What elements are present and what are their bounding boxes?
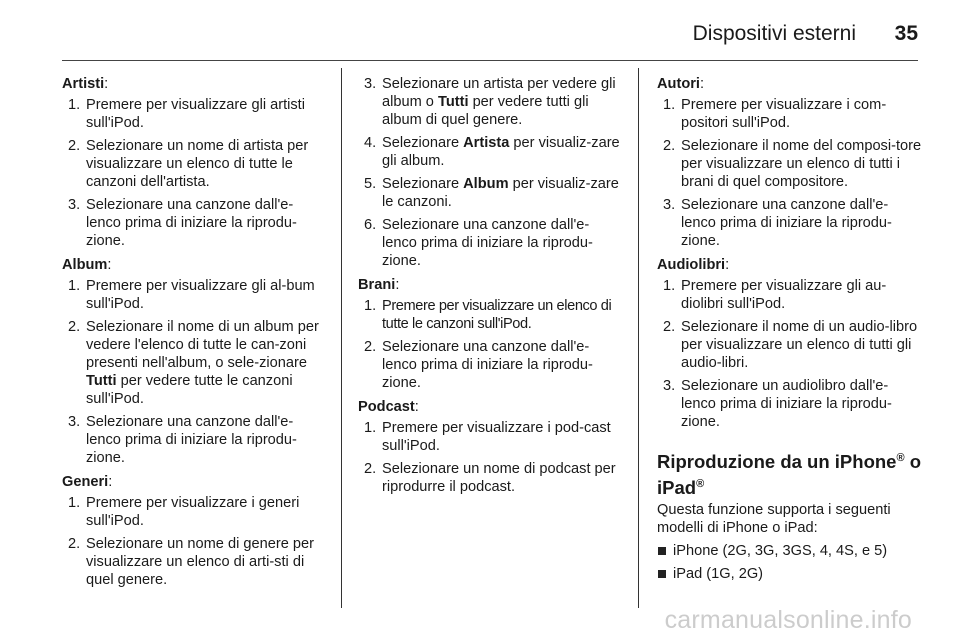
list-item: 1. Premere per visualizzare i pod-cast sull'iPod. bbox=[364, 420, 611, 454]
audiolibri-steps bbox=[657, 277, 923, 431]
generi-steps bbox=[62, 494, 324, 589]
column-3 bbox=[657, 75, 923, 588]
column-divider bbox=[341, 68, 342, 608]
artisti-steps bbox=[62, 96, 324, 250]
list-item: 2. Selezionare una canzone dall'e-lenco prima di iniziare la riprodu-zione. bbox=[364, 339, 593, 391]
list-item: 2. Selezionare il nome di un audio-libro per visualizzare un elenco di tutti gli audio-libri. bbox=[663, 319, 918, 371]
list-item: iPad (1G, 2G) bbox=[657, 565, 923, 583]
section-title-brani: Brani: bbox=[358, 277, 400, 293]
list-item: 5. Selezionare Album per visualiz-zare le canzoni. bbox=[364, 176, 619, 210]
generi-steps-continued bbox=[358, 75, 624, 270]
list-item: 3. Selezionare un audiolibro dall'e-lenco prima di iniziare la riprodu-zione. bbox=[663, 378, 892, 430]
section-title-generi: Generi: bbox=[62, 474, 113, 490]
section-title-audiolibri: Audiolibri: bbox=[657, 257, 730, 273]
header-title: Dispositivi esterni bbox=[692, 22, 856, 45]
list-item: 1. Premere per visualizzare gli al-bum sull'iPod. bbox=[68, 278, 315, 312]
watermark: carmanualsonline.info bbox=[664, 606, 912, 634]
list-item: iPhone (2G, 3G, 3GS, 4, 4S, e 5) bbox=[657, 542, 923, 560]
album-steps bbox=[62, 277, 324, 467]
section-heading-iphone: Riproduzione da un iPhone® o iPad® bbox=[657, 451, 922, 499]
brani-steps bbox=[358, 297, 624, 392]
list-item: 4. Selezionare Artista per visualiz-zare gli album. bbox=[364, 135, 620, 169]
column-divider bbox=[638, 68, 639, 608]
bullet-square-icon bbox=[658, 547, 666, 555]
model-list bbox=[657, 542, 923, 583]
list-item: 3. Selezionare una canzone dall'e-lenco prima di iniziare la riprodu-zione. bbox=[663, 197, 892, 249]
list-item: 2. Selezionare un nome di artista per visualizzare un elenco di tutte le canzoni dell'artista. bbox=[68, 138, 309, 190]
list-item: 1. Premere per visualizzare gli au-diolibri sull'iPod. bbox=[663, 278, 887, 312]
list-item: 1. Premere per visualizzare i generi sull'iPod. bbox=[68, 495, 300, 529]
section-title-podcast: Podcast: bbox=[358, 399, 419, 415]
list-item: 2. Selezionare il nome del composi-tore per visualizzare un elenco di tutti i brani di quel compositore. bbox=[663, 138, 922, 190]
intro-text: Questa funzione supporta i seguenti modelli di iPhone o iPad: bbox=[657, 502, 891, 537]
section-title-artisti: Artisti: bbox=[62, 76, 109, 92]
list-item: 3. Selezionare un artista per vedere gli album o Tutti per vedere tutti gli album di quel genere. bbox=[364, 76, 616, 128]
list-item: 1. Premere per visualizzare i com-positori sull'iPod. bbox=[663, 97, 887, 131]
page-number: 35 bbox=[894, 22, 918, 45]
autori-steps bbox=[657, 96, 923, 250]
column-2 bbox=[358, 75, 624, 502]
bullet-square-icon bbox=[658, 570, 666, 578]
page-header bbox=[62, 18, 918, 61]
list-item: 3. Selezionare una canzone dall'e-lenco prima di iniziare la riprodu-zione. bbox=[68, 197, 297, 249]
list-item: 2. Selezionare il nome di un album per vedere l'elenco di tutte le can-zoni presenti nell'album, o sele-zionare Tutti per vedere tutte le canzoni sull'iPod. bbox=[68, 319, 319, 407]
section-title-autori: Autori: bbox=[657, 76, 705, 92]
section-title-album: Album: bbox=[62, 257, 112, 273]
list-item: 2. Selezionare un nome di podcast per riprodurre il podcast. bbox=[364, 461, 616, 495]
list-item: 1. Premere per visualizzare un elenco di tutte le canzoni sull'iPod. bbox=[364, 298, 612, 332]
column-1 bbox=[62, 75, 324, 595]
podcast-steps bbox=[358, 419, 624, 496]
list-item: 3. Selezionare una canzone dall'e-lenco prima di iniziare la riprodu-zione. bbox=[68, 414, 297, 466]
list-item: 1. Premere per visualizzare gli artisti sull'iPod. bbox=[68, 97, 305, 131]
list-item: 2. Selezionare un nome di genere per visualizzare un elenco di arti-sti di quel genere. bbox=[68, 536, 314, 588]
list-item: 6. Selezionare una canzone dall'e-lenco prima di iniziare la riprodu-zione. bbox=[364, 217, 593, 269]
